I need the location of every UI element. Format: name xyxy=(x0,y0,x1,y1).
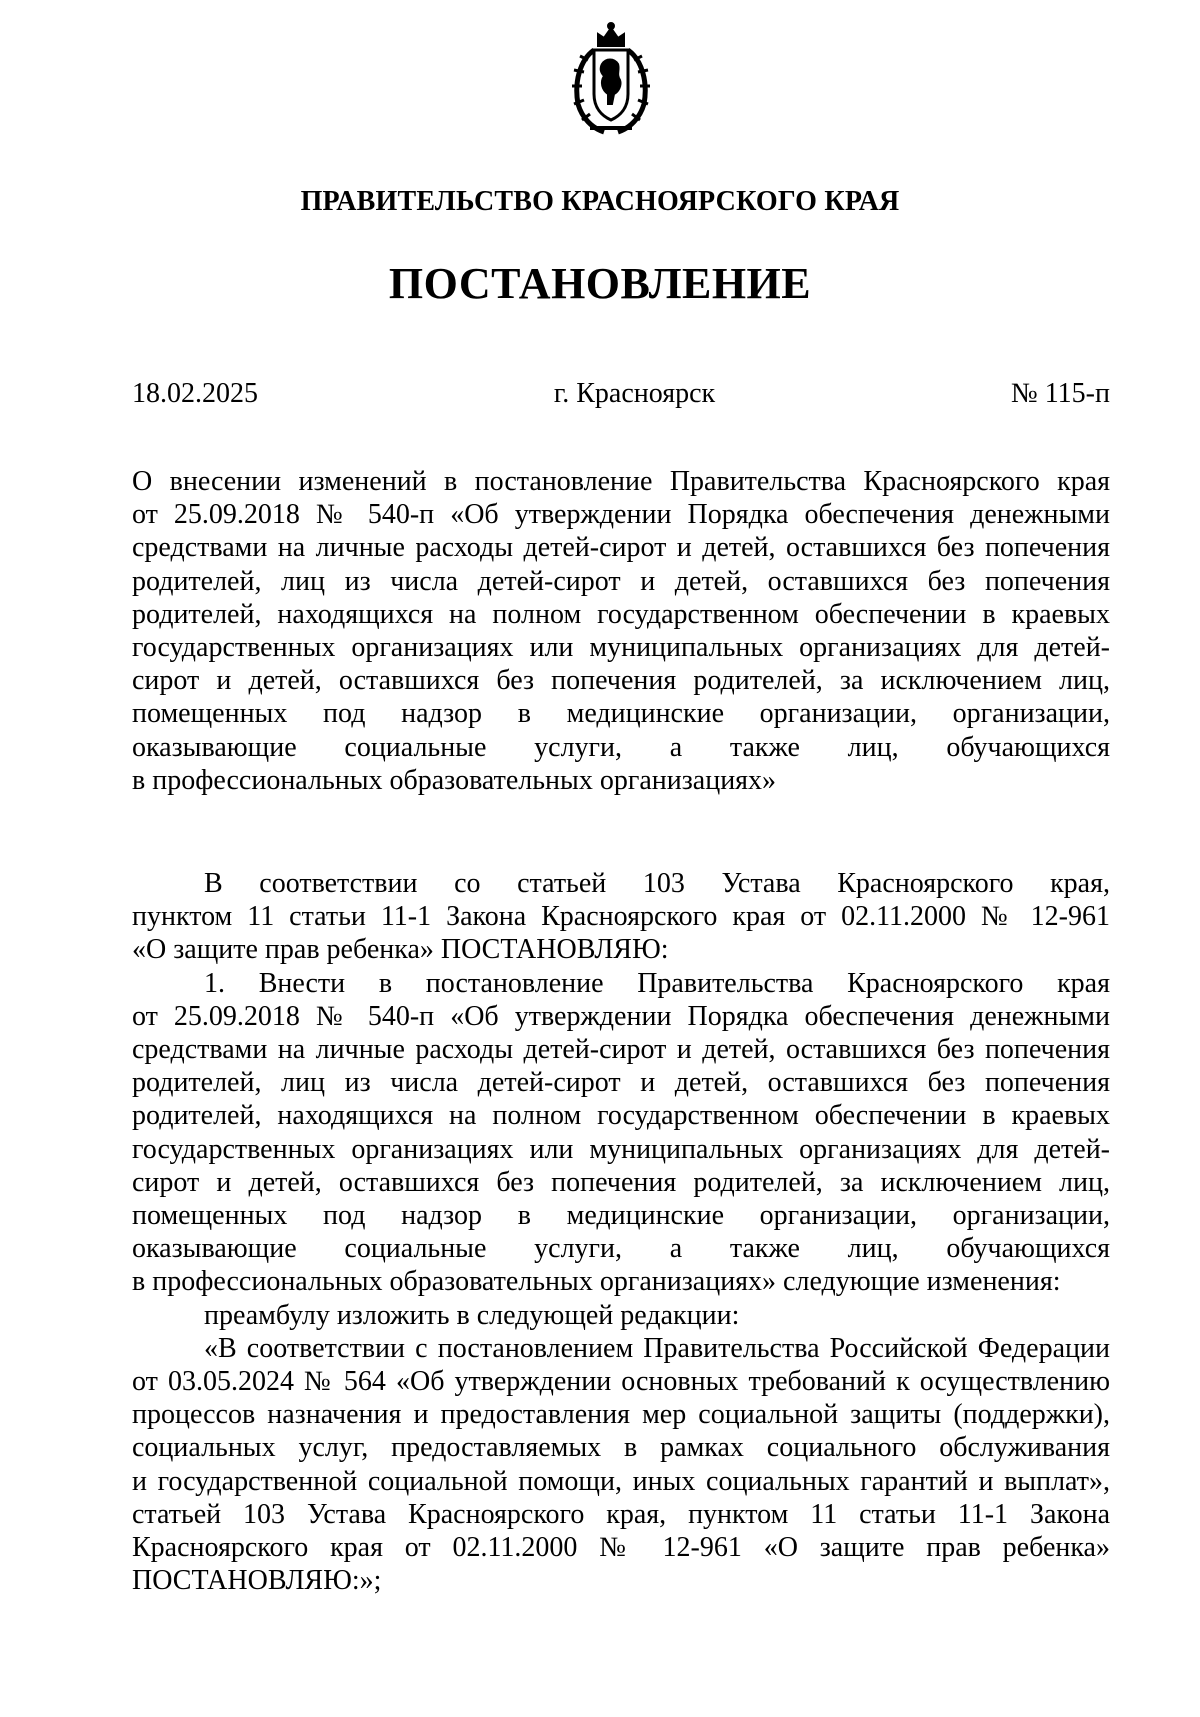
body-line: от 25.09.2018 № 540-п «Об утверждении Порядка обеспечения денежными xyxy=(132,1000,1110,1032)
title-line: средствами на личные расходы детей-сирот и детей, оставшихся без попечения xyxy=(132,532,1110,564)
body-line: от 03.05.2024 № 564 «Об утверждении основных требований к осуществлению xyxy=(132,1366,1110,1398)
body-line: сирот и детей, оставшихся без попечения родителей, за исключением лиц, xyxy=(132,1166,1110,1198)
body-line: статьей 103 Устава Красноярского края, пунктом 11 статьи 11-1 Закона xyxy=(132,1498,1110,1530)
document-meta-row xyxy=(132,378,1110,410)
document-title xyxy=(132,465,1110,797)
body-line: социальных услуг, предоставляемых в рамках социального обслуживания xyxy=(132,1432,1110,1464)
body-line: преамбулу изложить в следующей редакции: xyxy=(204,1299,740,1331)
body-line: средствами на личные расходы детей-сирот и детей, оставшихся без попечения xyxy=(132,1034,1110,1066)
title-line: О внесении изменений в постановление Правительства Красноярского края xyxy=(132,466,1110,497)
body-line: Красноярского края от 02.11.2000 № 12-961 «О защите прав ребенка» xyxy=(132,1532,1110,1564)
body-line: 1. Внести в постановление Правительства Красноярского края xyxy=(204,967,1110,999)
title-line: от 25.09.2018 № 540-п «Об утверждении Порядка обеспечения денежными xyxy=(132,499,1110,531)
document-body xyxy=(132,867,1110,1597)
body-line: «В соответствии с постановлением Правительства Российской Федерации xyxy=(204,1332,1110,1364)
body-line: пунктом 11 статьи 11-1 Закона Красноярского края от 02.11.2000 № 12-961 xyxy=(132,901,1110,933)
body-line: В соответствии со статьей 103 Устава Красноярского края, xyxy=(204,868,1110,899)
title-line: помещенных под надзор в медицинские организации, организации, xyxy=(132,698,1110,730)
body-line: помещенных под надзор в медицинские организации, организации, xyxy=(132,1200,1110,1232)
title-line: сирот и детей, оставшихся без попечения родителей, за исключением лиц, xyxy=(132,665,1110,697)
title-line: родителей, находящихся на полном государственном обеспечении в краевых xyxy=(132,598,1110,630)
issuing-authority: ПРАВИТЕЛЬСТВО КРАСНОЯРСКОГО КРАЯ xyxy=(300,186,900,217)
title-line: родителей, лиц из числа детей-сирот и детей, оставшихся без попечения xyxy=(132,565,1110,597)
body-line: государственных организациях или муниципальных организациях для детей- xyxy=(132,1133,1110,1165)
body-line: «О защите прав ребенка» ПОСТАНОВЛЯЮ: xyxy=(132,934,669,966)
body-line: в профессиональных образовательных организациях» следующие изменения: xyxy=(132,1266,1061,1298)
body-line: оказывающие социальные услуги, а также лиц, обучающихся xyxy=(132,1233,1110,1265)
document-city: г. Красноярск xyxy=(553,378,716,409)
body-line: родителей, лиц из числа детей-сирот и детей, оставшихся без попечения xyxy=(132,1067,1110,1099)
title-line: в профессиональных образовательных организациях» xyxy=(132,764,777,796)
document-date: 18.02.2025 xyxy=(132,378,258,409)
document-type: ПОСТАНОВЛЕНИЕ xyxy=(388,259,812,308)
body-line: родителей, находящихся на полном государственном обеспечении в краевых xyxy=(132,1100,1110,1132)
body-line: и государственной социальной помощи, иных социальных гарантий и выплат», xyxy=(132,1465,1110,1497)
body-line: процессов назначения и предоставления мер социальной защиты (поддержки), xyxy=(132,1399,1110,1431)
coat-of-arms-icon xyxy=(568,20,654,138)
title-line: государственных организациях или муниципальных организациях для детей- xyxy=(132,632,1110,664)
body-line: ПОСТАНОВЛЯЮ:»; xyxy=(132,1565,382,1597)
title-line: оказывающие социальные услуги, а также лиц, обучающихся xyxy=(132,731,1110,763)
document-number: № 115-п xyxy=(1011,378,1110,409)
